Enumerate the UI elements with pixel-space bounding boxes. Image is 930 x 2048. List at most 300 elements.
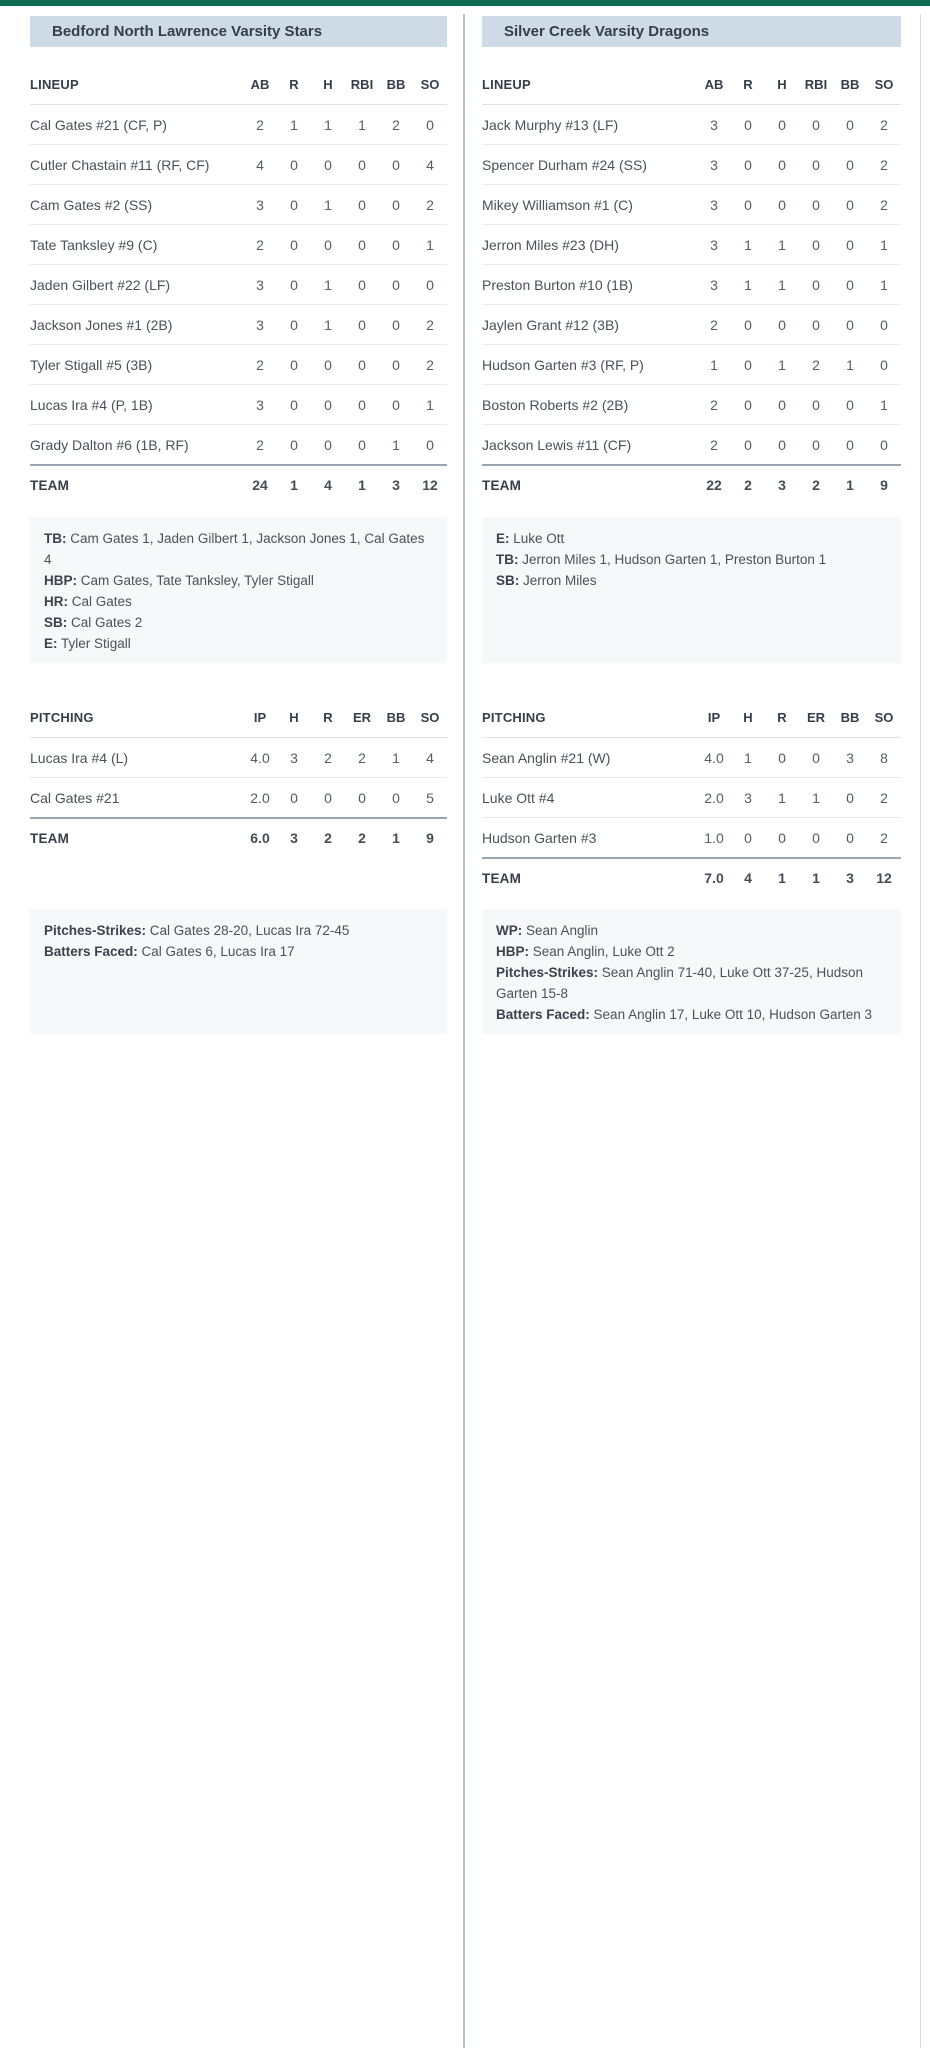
player-row <box>30 104 447 144</box>
table-header-row <box>482 697 901 737</box>
stat-value: 3 <box>778 477 786 493</box>
box-score-board <box>0 6 930 1045</box>
stat-value: R <box>289 76 299 92</box>
note-text: Sean Anglin <box>522 923 599 938</box>
stat-value: 1 <box>324 196 332 213</box>
note-text: Jerron Miles 1, Hudson Garten 1, Preston Burton 1 <box>518 552 827 567</box>
note-text: Cal Gates 28-20, Lucas Ira 72-45 <box>146 923 350 938</box>
stat-value: 0 <box>812 196 820 213</box>
stat-value: 0 <box>358 396 366 413</box>
stat-value: 0 <box>392 236 400 253</box>
stat-value: 0 <box>358 316 366 333</box>
note-line <box>44 941 433 962</box>
stat-value: 1 <box>846 477 854 493</box>
stat-value: 1 <box>778 356 786 373</box>
stat-value: 1 <box>392 749 400 766</box>
note-line <box>496 920 887 941</box>
stat-value: 0 <box>846 156 854 173</box>
stat-value: 3 <box>710 116 718 133</box>
stat-value: 0 <box>744 316 752 333</box>
stat-value: 1 <box>880 276 888 293</box>
stat-value: 4 <box>256 156 264 173</box>
row-label: LINEUP <box>30 76 79 92</box>
stat-value: 1 <box>778 276 786 293</box>
stat-value: 2 <box>324 749 332 766</box>
stat-value: SO <box>420 709 440 725</box>
row-label: Tyler Stigall #5 (3B) <box>30 356 153 373</box>
note-label: SB: <box>496 573 520 588</box>
stat-value: 0 <box>778 116 786 133</box>
player-row <box>482 184 901 224</box>
note-label: Batters Faced: <box>44 944 138 959</box>
note-text: Cam Gates 1, Jaden Gilbert 1, Jackson Jones 1, Cal Gates 4 <box>44 531 425 567</box>
note-text: Cal Gates 2 <box>67 615 143 630</box>
row-label: Hudson Garten #3 (RF, P) <box>482 356 644 373</box>
note-line <box>44 591 433 612</box>
stat-value: 1 <box>290 477 298 493</box>
stat-value: 12 <box>422 477 438 493</box>
row-label: Lucas Ira #4 (L) <box>30 749 129 766</box>
stat-value: ER <box>352 709 372 725</box>
note-label: TB: <box>44 531 67 546</box>
player-row <box>30 264 447 304</box>
stat-value: 0 <box>778 436 786 453</box>
table-header-row <box>482 64 901 104</box>
stat-value: 0 <box>812 116 820 133</box>
stat-value: 0 <box>426 436 434 453</box>
team-name-header-away: Bedford North Lawrence Varsity Stars <box>30 16 447 47</box>
player-row <box>30 304 447 344</box>
note-label: WP: <box>496 923 523 938</box>
stat-value: 1.0 <box>704 829 724 846</box>
note-line <box>44 570 433 591</box>
stat-value: H <box>323 76 333 92</box>
stat-value: 2 <box>324 830 332 846</box>
stat-value: 1 <box>778 236 786 253</box>
stat-value: 0 <box>778 396 786 413</box>
stat-value: 2 <box>426 356 434 373</box>
stat-value: 2.0 <box>250 789 270 806</box>
note-line <box>496 962 887 1004</box>
stat-value: 0 <box>324 789 332 806</box>
stat-value: IP <box>707 709 721 725</box>
note-label: HBP: <box>44 573 77 588</box>
stat-value: 1 <box>710 356 718 373</box>
stat-value: 4 <box>426 156 434 173</box>
note-text: Sean Anglin 71-40, Luke Ott 37-25, Hudson Garten 15-8 <box>496 965 863 1001</box>
note-text: Cal Gates <box>68 594 132 609</box>
row-label: TEAM <box>30 477 70 493</box>
stat-value: 0 <box>846 789 854 806</box>
stat-value: 3 <box>256 396 264 413</box>
stat-value: R <box>777 709 787 725</box>
player-row <box>482 777 901 817</box>
stat-value: 9 <box>426 830 434 846</box>
stat-value: 0 <box>880 356 888 373</box>
note-text: Cam Gates, Tate Tanksley, Tyler Stigall <box>77 573 314 588</box>
stat-value: 2 <box>710 396 718 413</box>
row-label: Jaden Gilbert #22 (LF) <box>30 276 171 293</box>
note-text: Sean Anglin 17, Luke Ott 10, Hudson Garten 3 <box>589 1007 872 1022</box>
stat-value: 2 <box>256 356 264 373</box>
stat-value: 0 <box>290 236 298 253</box>
player-row <box>30 384 447 424</box>
stat-value: 0 <box>778 316 786 333</box>
stat-value: 0 <box>358 356 366 373</box>
stat-value: 6.0 <box>250 830 270 846</box>
stat-value: BB <box>840 76 860 92</box>
row-label: Mikey Williamson #1 (C) <box>482 196 633 213</box>
row-label: Tate Tanksley #9 (C) <box>30 236 158 253</box>
stat-value: 0 <box>358 436 366 453</box>
pitching-notes-home <box>482 909 901 1034</box>
stat-value: 0 <box>290 316 298 333</box>
stat-value: 0 <box>846 276 854 293</box>
stat-value: 2 <box>880 789 888 806</box>
stat-value: 1 <box>812 870 820 886</box>
stat-value: 0 <box>392 356 400 373</box>
stat-value: 0 <box>744 396 752 413</box>
team-total-row <box>30 464 447 504</box>
stat-value: 0 <box>324 356 332 373</box>
stat-value: 5 <box>426 789 434 806</box>
note-label: E: <box>496 531 510 546</box>
stat-value: 1 <box>324 276 332 293</box>
row-label: TEAM <box>30 830 70 846</box>
player-row <box>482 104 901 144</box>
stat-value: 0 <box>846 116 854 133</box>
stat-value: BB <box>386 76 406 92</box>
stat-value: 0 <box>778 749 786 766</box>
stat-value: 3 <box>256 196 264 213</box>
stat-value: 0 <box>778 156 786 173</box>
stat-value: SO <box>874 709 894 725</box>
stat-value: 0 <box>812 749 820 766</box>
player-row <box>30 737 447 777</box>
note-label: Batters Faced: <box>496 1007 590 1022</box>
row-label: TEAM <box>482 477 522 493</box>
stat-value: 0 <box>846 829 854 846</box>
pitching-table-away <box>30 697 447 857</box>
stat-value: R <box>743 76 753 92</box>
stat-value: 22 <box>706 477 722 493</box>
stat-value: 0 <box>812 829 820 846</box>
stat-value: 4 <box>744 870 752 886</box>
stat-value: 3 <box>710 156 718 173</box>
team-total-row <box>30 817 447 857</box>
stat-value: 1 <box>880 236 888 253</box>
batting-notes-away <box>30 517 447 663</box>
stat-value: IP <box>253 709 267 725</box>
stat-value: BB <box>386 709 406 725</box>
right-edge-line <box>920 14 921 2048</box>
stat-value: 0 <box>778 196 786 213</box>
stat-value: 0 <box>392 196 400 213</box>
row-label: Cal Gates #21 <box>30 789 120 806</box>
stat-value: 3 <box>392 477 400 493</box>
stat-value: 4 <box>426 749 434 766</box>
stat-value: 2 <box>426 316 434 333</box>
stat-value: 0 <box>392 276 400 293</box>
team-name-header-home: Silver Creek Varsity Dragons <box>482 16 901 47</box>
stat-value: 0 <box>880 436 888 453</box>
stat-value: 0 <box>392 156 400 173</box>
note-label: E: <box>44 636 58 651</box>
stat-value: 2 <box>256 236 264 253</box>
table-header-row <box>30 697 447 737</box>
stat-value: H <box>289 709 299 725</box>
note-line <box>44 920 433 941</box>
stat-value: 0 <box>324 156 332 173</box>
stat-value: RBI <box>350 76 374 92</box>
stat-value: 1 <box>324 116 332 133</box>
note-label: HBP: <box>496 944 529 959</box>
note-line <box>496 1004 887 1025</box>
stat-value: 0 <box>358 196 366 213</box>
row-label: PITCHING <box>482 709 546 725</box>
stat-value: 2.0 <box>704 789 724 806</box>
stat-value: 1 <box>778 870 786 886</box>
player-row <box>482 424 901 464</box>
stat-value: 7.0 <box>704 870 724 886</box>
stat-value: 1 <box>290 116 298 133</box>
stat-value: 2 <box>710 316 718 333</box>
stat-value: 0 <box>744 436 752 453</box>
row-label: Luke Ott #4 <box>482 789 555 806</box>
stat-value: 0 <box>290 436 298 453</box>
lineup-table-home <box>482 64 901 504</box>
stat-value: 0 <box>392 396 400 413</box>
stat-value: 0 <box>744 156 752 173</box>
note-line <box>496 528 887 549</box>
player-row <box>482 384 901 424</box>
stat-value: 0 <box>290 156 298 173</box>
stat-value: 0 <box>324 396 332 413</box>
stat-value: 0 <box>778 829 786 846</box>
stat-value: 0 <box>358 156 366 173</box>
stat-value: 8 <box>880 749 888 766</box>
row-label: Jackson Lewis #11 (CF) <box>482 436 632 453</box>
stat-value: 0 <box>290 356 298 373</box>
stat-value: 4 <box>324 477 332 493</box>
stat-value: 0 <box>846 316 854 333</box>
stat-value: 0 <box>812 156 820 173</box>
row-label: Boston Roberts #2 (2B) <box>482 396 629 413</box>
stat-value: 3 <box>256 276 264 293</box>
row-label: Cal Gates #21 (CF, P) <box>30 116 167 133</box>
stat-value: 12 <box>876 870 892 886</box>
stat-value: 0 <box>812 236 820 253</box>
stat-value: 0 <box>812 276 820 293</box>
stat-value: 2 <box>358 749 366 766</box>
note-line <box>44 528 433 570</box>
stat-value: 4.0 <box>704 749 724 766</box>
pitching-notes-away <box>30 909 447 1034</box>
stat-value: 0 <box>744 196 752 213</box>
stat-value: R <box>323 709 333 725</box>
stat-value: 2 <box>392 116 400 133</box>
stat-value: 0 <box>846 236 854 253</box>
stat-value: 2 <box>744 477 752 493</box>
stat-value: 0 <box>812 316 820 333</box>
stat-value: H <box>743 709 753 725</box>
team-total-row <box>482 464 901 504</box>
stat-value: 0 <box>290 396 298 413</box>
stat-value: 0 <box>358 789 366 806</box>
stat-value: 0 <box>812 396 820 413</box>
stat-value: 4.0 <box>250 749 270 766</box>
stat-value: AB <box>704 76 724 92</box>
stat-value: ER <box>806 709 826 725</box>
batting-notes-home <box>482 517 901 663</box>
row-label: Jaylen Grant #12 (3B) <box>482 316 619 333</box>
stat-value: 24 <box>252 477 268 493</box>
stat-value: 0 <box>846 436 854 453</box>
stat-value: 0 <box>744 356 752 373</box>
player-row <box>482 144 901 184</box>
row-label: Spencer Durham #24 (SS) <box>482 156 647 173</box>
stat-value: 2 <box>880 196 888 213</box>
stat-value: 0 <box>324 436 332 453</box>
row-label: Jackson Jones #1 (2B) <box>30 316 173 333</box>
stat-value: SO <box>874 76 894 92</box>
stat-value: 1 <box>846 356 854 373</box>
stat-value: RBI <box>804 76 828 92</box>
stat-value: 0 <box>392 789 400 806</box>
stat-value: 0 <box>290 276 298 293</box>
note-line <box>496 941 887 962</box>
stat-value: 2 <box>426 196 434 213</box>
stat-value: 0 <box>324 236 332 253</box>
pitching-table-home <box>482 697 901 897</box>
row-label: Jack Murphy #13 (LF) <box>482 116 619 133</box>
stat-value: 3 <box>256 316 264 333</box>
note-label: HR: <box>44 594 68 609</box>
player-row <box>30 344 447 384</box>
stat-value: 0 <box>880 316 888 333</box>
stat-value: 1 <box>392 830 400 846</box>
note-label: Pitches-Strikes: <box>496 965 599 980</box>
note-text: Luke Ott <box>509 531 565 546</box>
stat-value: H <box>777 76 787 92</box>
stat-value: 3 <box>846 870 854 886</box>
stat-value: 0 <box>426 116 434 133</box>
stat-value: 3 <box>846 749 854 766</box>
column-divider <box>463 14 465 2048</box>
player-row <box>30 424 447 464</box>
stat-value: SO <box>420 76 440 92</box>
row-label: Sean Anglin #21 (W) <box>482 749 611 766</box>
row-label: Cam Gates #2 (SS) <box>30 196 153 213</box>
player-row <box>30 184 447 224</box>
stat-value: 3 <box>710 196 718 213</box>
stat-value: 9 <box>880 477 888 493</box>
stat-value: 3 <box>290 830 298 846</box>
player-row <box>482 344 901 384</box>
row-label: Lucas Ira #4 (P, 1B) <box>30 396 153 413</box>
stat-value: 2 <box>710 436 718 453</box>
row-label: LINEUP <box>482 76 531 92</box>
stat-value: 1 <box>778 789 786 806</box>
note-line <box>44 612 433 633</box>
stat-value: 1 <box>426 236 434 253</box>
stat-value: 1 <box>744 236 752 253</box>
stat-value: 3 <box>744 789 752 806</box>
player-row <box>30 777 447 817</box>
stat-value: 1 <box>812 789 820 806</box>
stat-value: 2 <box>358 830 366 846</box>
player-row <box>30 224 447 264</box>
player-row <box>482 817 901 857</box>
player-row <box>482 304 901 344</box>
note-label: SB: <box>44 615 68 630</box>
stat-value: 3 <box>710 276 718 293</box>
stat-value: 0 <box>290 789 298 806</box>
row-label: Cutler Chastain #11 (RF, CF) <box>30 156 210 173</box>
row-label: PITCHING <box>30 709 94 725</box>
stat-value: 0 <box>744 829 752 846</box>
stat-value: 1 <box>358 116 366 133</box>
stat-value: 0 <box>358 236 366 253</box>
row-label: TEAM <box>482 870 522 886</box>
stat-value: 1 <box>880 396 888 413</box>
lineup-table-away <box>30 64 447 504</box>
note-line <box>44 633 433 654</box>
stat-value: 0 <box>846 396 854 413</box>
player-row <box>482 737 901 777</box>
note-text: Jerron Miles <box>519 573 597 588</box>
stat-value: 0 <box>812 436 820 453</box>
player-row <box>30 144 447 184</box>
stat-value: 2 <box>880 829 888 846</box>
stat-value: 2 <box>812 356 820 373</box>
stat-value: 0 <box>426 276 434 293</box>
note-label: TB: <box>496 552 519 567</box>
stat-value: AB <box>250 76 270 92</box>
player-row <box>482 264 901 304</box>
row-label: Preston Burton #10 (1B) <box>482 276 633 293</box>
stat-value: 0 <box>846 196 854 213</box>
team-total-row <box>482 857 901 897</box>
note-text: Cal Gates 6, Lucas Ira 17 <box>137 944 295 959</box>
stat-value: 3 <box>290 749 298 766</box>
note-text: Sean Anglin, Luke Ott 2 <box>529 944 675 959</box>
player-row <box>482 224 901 264</box>
stat-value: 2 <box>256 436 264 453</box>
stat-value: 0 <box>290 196 298 213</box>
note-line <box>496 549 887 570</box>
stat-value: 2 <box>812 477 820 493</box>
note-text: Tyler Stigall <box>57 636 131 651</box>
stat-value: 1 <box>744 276 752 293</box>
stat-value: 0 <box>358 276 366 293</box>
stat-value: 1 <box>358 477 366 493</box>
note-label: Pitches-Strikes: <box>44 923 147 938</box>
stat-value: 1 <box>324 316 332 333</box>
stat-value: 1 <box>392 436 400 453</box>
row-label: Jerron Miles #23 (DH) <box>482 236 619 253</box>
row-label: Hudson Garten #3 <box>482 829 597 846</box>
stat-value: 2 <box>880 116 888 133</box>
stat-value: 1 <box>426 396 434 413</box>
row-label: Grady Dalton #6 (1B, RF) <box>30 436 189 453</box>
stat-value: 0 <box>392 316 400 333</box>
stat-value: 3 <box>710 236 718 253</box>
stat-value: 0 <box>744 116 752 133</box>
stat-value: 2 <box>256 116 264 133</box>
note-line <box>496 570 887 591</box>
table-header-row <box>30 64 447 104</box>
